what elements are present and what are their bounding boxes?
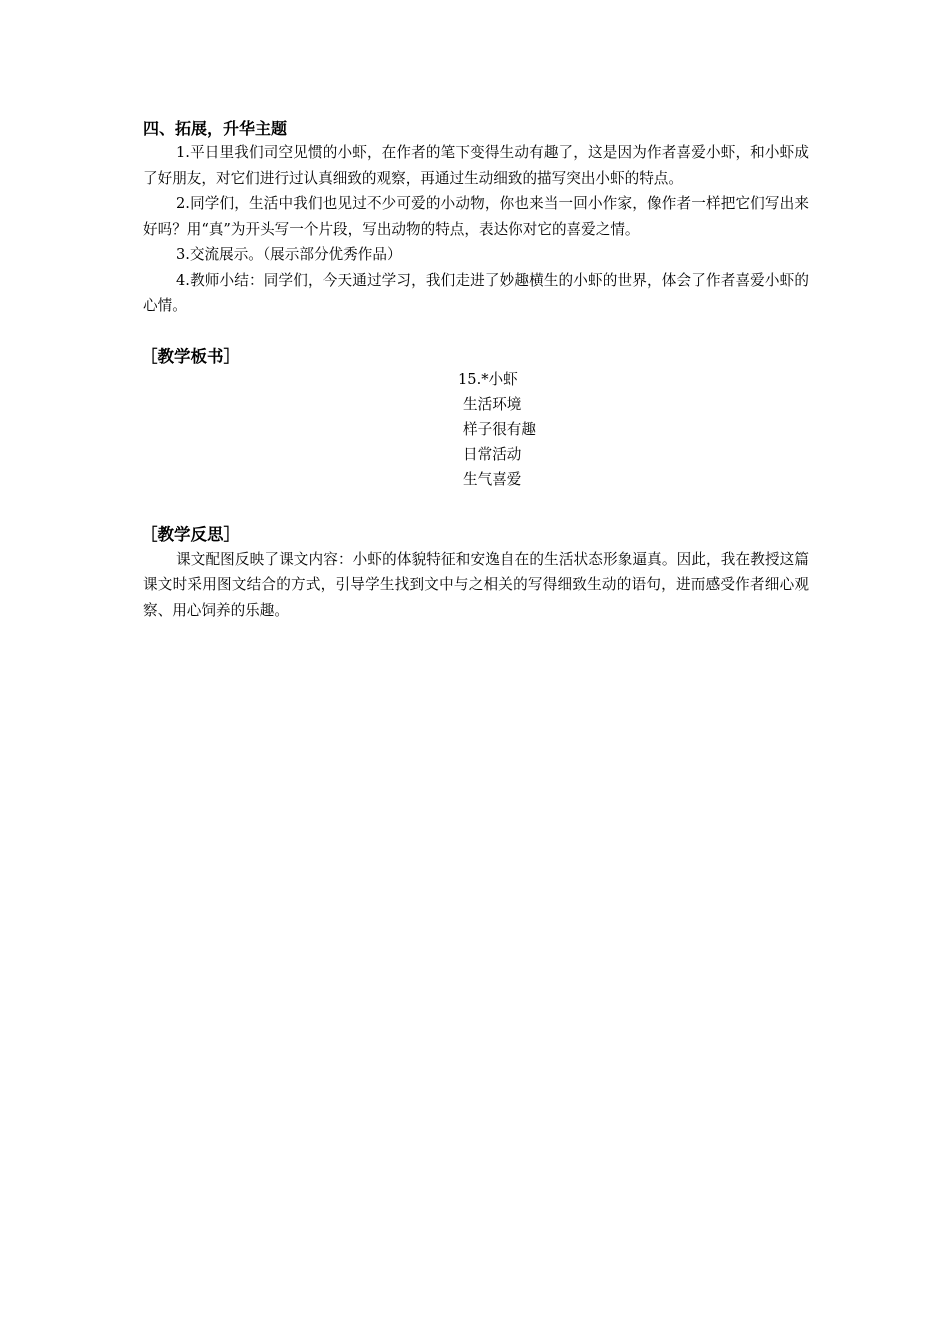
document-page [143,118,809,623]
board-line-3: 日常活动 [463,445,522,463]
board-content [143,369,809,499]
paragraph-2: 2.同学们，生活中我们也见过不少可爱的小动物，你也来当一回小作家，像作者一样把它们写出来好吗？用“真”为开头写一个片段，写出动物的特点，表达你对它的喜爱之情。 [143,195,809,238]
board-line-4: 生气喜爱 [463,470,522,488]
board-line-2: 样子很有趣 [463,420,536,438]
section-heading-extension: 四、拓展，升华主题 [143,119,288,138]
paragraph-3: 3.交流展示。（展示部分优秀作品） [176,246,402,263]
reflection-heading: ［教学反思］ [141,524,240,544]
reflection-paragraph: 课文配图反映了课文内容：小虾的体貌特征和安逸自在的生活状态形象逼真。因此，我在教授这篇课文时采用图文结合的方式，引导学生找到文中与之相关的写得细致生动的语句，进而感受作者细心观察、用心饲养的乐趣。 [143,550,809,619]
board-heading: ［教学板书］ [141,346,240,366]
paragraph-4: 4.教师小结：同学们，今天通过学习，我们走进了妙趣横生的小虾的世界，体会了作者喜爱小虾的心情。 [143,271,809,314]
board-line-1: 生活环境 [463,395,522,413]
paragraph-1: 1.平日里我们司空见惯的小虾，在作者的笔下变得生动有趣了，这是因为作者喜爱小虾，和小虾成了好朋友，对它们进行过认真细致的观察，再通过生动细致的描写突出小虾的特点。 [143,144,809,187]
board-title: 15.*小虾 [458,370,518,388]
